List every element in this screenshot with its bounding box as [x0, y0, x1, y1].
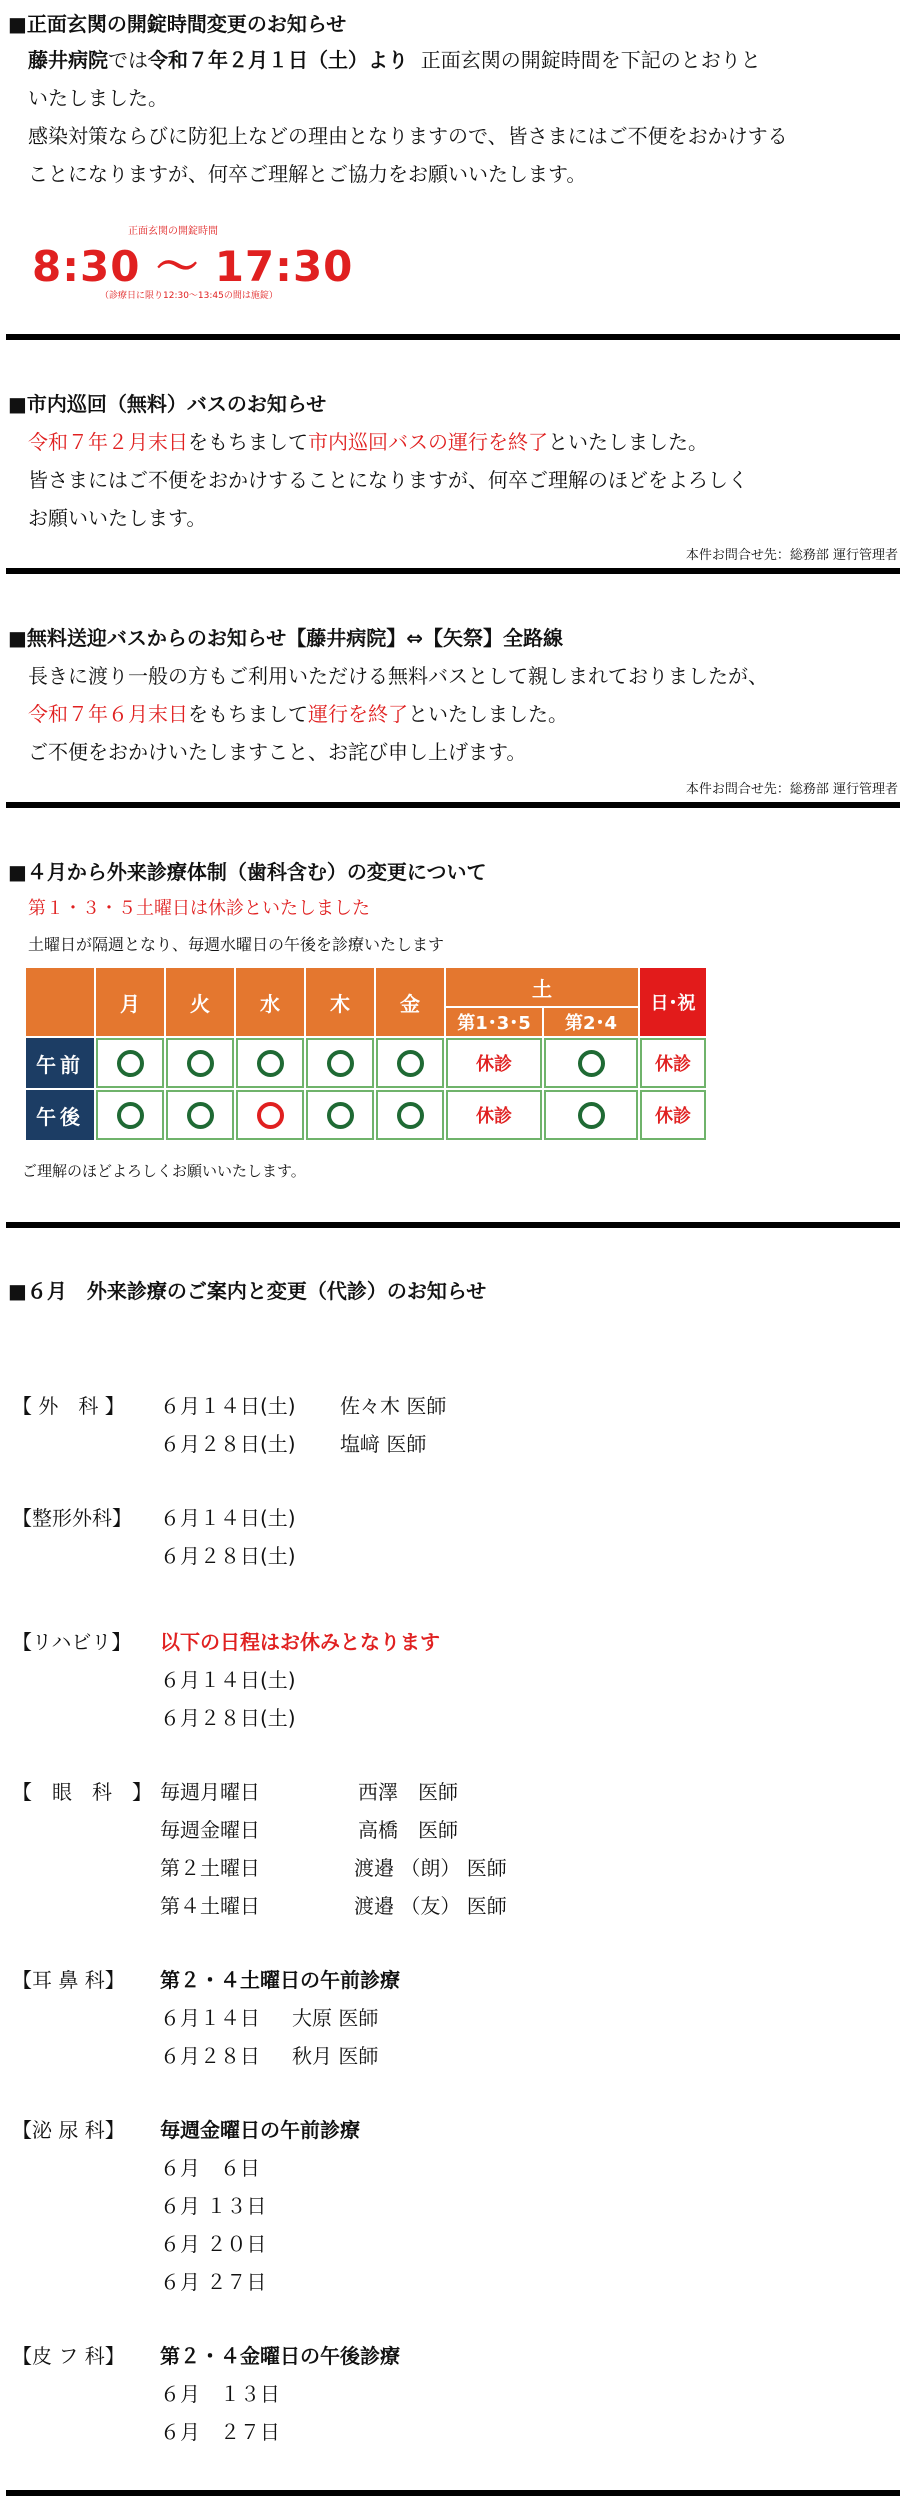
hospital-name: 藤井病院 [28, 48, 108, 72]
notice1-line3: 感染対策ならびに防犯上などの理由となりますので、皆さまにはご不便をおかけする [28, 124, 788, 148]
surgery-date-2: ６月２８日(土) [160, 1432, 296, 1456]
ent-date-1: ６月１４日 [160, 2006, 260, 2030]
surgery-doctor-1: 佐々木 医師 [340, 1394, 447, 1418]
dept-orthopedics: 【整形外科】 [12, 1506, 132, 1530]
eye-day-2: 毎週金曜日 [160, 1818, 260, 1842]
notice3-service-end: 運行を終了 [308, 702, 408, 726]
uro-date-2: ６月 １３日 [160, 2194, 267, 2218]
notice4-sub-line: 土曜日が隔週となり、毎週水曜日の午後を診療いたします [28, 935, 445, 954]
header-day-wed: 水 [236, 968, 304, 1036]
am-mon-cell [96, 1038, 164, 1088]
open-circle-icon [578, 1050, 605, 1077]
notice4-footer: ご理解のほどよろしくお願いいたします。 [22, 1162, 306, 1180]
schedule-corner [26, 968, 94, 1036]
surgery-date-1: ６月１４日(土) [160, 1394, 296, 1418]
notice1-line4: ことになりますが、何卒ご理解とご協力をお願いいたします。 [28, 162, 587, 186]
dept-rehab: 【リハビリ】 [12, 1630, 132, 1654]
rehab-date-1: ６月１４日(土) [160, 1668, 296, 1692]
notice3-line3: ご不便をおかけいたしますこと、お詫び申し上げます。 [28, 740, 527, 764]
am-tue-cell [166, 1038, 234, 1088]
eye-day-4: 第４土曜日 [160, 1894, 260, 1918]
derm-date-1: ６月 １３日 [160, 2382, 280, 2406]
notice1-date: 令和７年２月１日（土）より [148, 48, 408, 72]
rehab-date-2: ６月２８日(土) [160, 1706, 296, 1730]
header-day-sat: 土 [446, 968, 638, 1006]
pm-tue-cell [166, 1090, 234, 1140]
ent-doctor-1: 大原 医師 [292, 2006, 379, 2030]
notice3-contact: 本件お問合せ先：総務部 運行管理者 [685, 782, 898, 797]
uro-date-4: ６月 ２７日 [160, 2270, 267, 2294]
notice3-line2-mid: をもちまして [188, 702, 308, 726]
open-circle-icon [117, 1050, 144, 1077]
open-circle-icon [397, 1102, 424, 1129]
notice2-service-end: 市内巡回バスの運行を終了 [308, 430, 548, 454]
am-wed-cell [236, 1038, 304, 1088]
schedule-table [26, 968, 706, 1142]
section-divider [6, 1222, 900, 1228]
surgery-doctor-2: 塩﨑 医師 [340, 1432, 427, 1456]
dept-surgery: 【 外 科 】 [12, 1394, 125, 1418]
highlight-circle-icon [257, 1102, 284, 1129]
notice2-end-date: 令和７年２月末日 [28, 430, 188, 454]
notice4-red-line: 第１・３・５土曜日は休診といたしました [28, 898, 370, 919]
notice3-line2 [28, 698, 568, 727]
eye-doctor-4: 渡邉 （友） 医師 [354, 1894, 507, 1918]
opening-time-caption: 正面玄関の開錠時間 [128, 226, 218, 237]
header-sat-2-4: 第2･4 [544, 1008, 638, 1036]
eye-doctor-1: 西澤 医師 [358, 1780, 458, 1804]
open-circle-icon [327, 1050, 354, 1077]
header-sun-holiday: 日･祝 [640, 968, 706, 1036]
section-divider [6, 802, 900, 808]
notice2-contact: 本件お問合せ先：総務部 運行管理者 [685, 548, 898, 563]
am-fri-cell [376, 1038, 444, 1088]
am-sat135-closed: 休診 [446, 1038, 542, 1088]
dept-ent: 【耳 鼻 科】 [12, 1968, 125, 1992]
uro-date-3: ６月 ２０日 [160, 2232, 267, 2256]
open-circle-icon [578, 1102, 605, 1129]
section-divider [6, 568, 900, 574]
row-label-pm: 午後 [26, 1090, 94, 1140]
open-circle-icon [117, 1102, 144, 1129]
notice1-line1-mid: では [108, 48, 148, 72]
notice2-line1-mid: をもちまして [188, 430, 308, 454]
ortho-date-1: ６月１４日(土) [160, 1506, 296, 1530]
section-divider [6, 2490, 900, 2496]
ent-date-2: ６月２８日 [160, 2044, 260, 2068]
notice1-line2: いたしました。 [28, 86, 168, 110]
notice1-line1 [28, 44, 761, 73]
row-label-am: 午前 [26, 1038, 94, 1088]
pm-mon-cell [96, 1090, 164, 1140]
notice3-end-date: 令和７年６月末日 [28, 702, 188, 726]
pm-wed-cell [236, 1090, 304, 1140]
uro-date-1: ６月 ６日 [160, 2156, 260, 2180]
ent-note: 第２・４土曜日の午前診療 [160, 1968, 400, 1992]
pm-sat24-cell [544, 1090, 638, 1140]
opening-time-range: 8:30 ～ 17:30 [32, 242, 354, 291]
notice2-line1 [28, 426, 708, 455]
am-sat24-cell [544, 1038, 638, 1088]
notice3-line1: 長きに渡り一般の方もご利用いただける無料バスとして親しまれておりましたが、 [28, 664, 768, 688]
notice2-line1-end: といたしました。 [548, 430, 708, 454]
notice3-line2-end: といたしました。 [408, 702, 568, 726]
pm-thu-cell [306, 1090, 374, 1140]
ortho-date-2: ６月２８日(土) [160, 1544, 296, 1568]
pm-holiday-closed: 休診 [640, 1090, 706, 1140]
notice2-heading: ■市内巡回（無料）バスのお知らせ [8, 392, 327, 416]
dept-ophthalmology: 【 眼 科 】 [12, 1780, 152, 1804]
derm-note: 第２・４金曜日の午後診療 [160, 2344, 400, 2368]
eye-day-1: 毎週月曜日 [160, 1780, 260, 1804]
notice2-line3: お願いいたします。 [28, 506, 207, 530]
open-circle-icon [327, 1102, 354, 1129]
am-holiday-closed: 休診 [640, 1038, 706, 1088]
ent-doctor-2: 秋月 医師 [292, 2044, 379, 2068]
notice1-line1-rest: 正面玄関の開錠時間を下記のとおりと [420, 48, 761, 72]
am-thu-cell [306, 1038, 374, 1088]
eye-doctor-2: 高橋 医師 [358, 1818, 458, 1842]
open-circle-icon [257, 1050, 284, 1077]
notice5-heading: ■６月 外来診療のご案内と変更（代診）のお知らせ [8, 1279, 487, 1303]
notice3-heading: ■無料送迎バスからのお知らせ【藤井病院】⇔【矢祭】全路線 [8, 626, 564, 650]
rehab-note: 以下の日程はお休みとなります [160, 1630, 440, 1654]
header-day-fri: 金 [376, 968, 444, 1036]
pm-sat135-closed: 休診 [446, 1090, 542, 1140]
header-sat-1-3-5: 第1･3･5 [446, 1008, 542, 1036]
eye-day-3: 第２土曜日 [160, 1856, 260, 1880]
eye-doctor-3: 渡邉 （朗） 医師 [354, 1856, 507, 1880]
notice4-heading: ■４月から外来診療体制（歯科含む）の変更について [8, 860, 487, 884]
header-day-thu: 木 [306, 968, 374, 1036]
dept-urology: 【泌 尿 科】 [12, 2118, 125, 2142]
opening-time-note: （診療日に限り12:30～13:45の間は施錠） [100, 291, 278, 301]
pm-fri-cell [376, 1090, 444, 1140]
uro-note: 毎週金曜日の午前診療 [160, 2118, 360, 2142]
open-circle-icon [397, 1050, 424, 1077]
open-circle-icon [187, 1050, 214, 1077]
notice1-heading: ■正面玄関の開錠時間変更のお知らせ [8, 12, 347, 36]
section-divider [6, 334, 900, 340]
open-circle-icon [187, 1102, 214, 1129]
header-day-tue: 火 [166, 968, 234, 1036]
dept-dermatology: 【皮 フ 科】 [12, 2344, 125, 2368]
notice2-line2: 皆さまにはご不便をおかけすることになりますが、何卒ご理解のほどをよろしく [28, 468, 748, 492]
derm-date-2: ６月 ２７日 [160, 2420, 280, 2444]
header-day-mon: 月 [96, 968, 164, 1036]
